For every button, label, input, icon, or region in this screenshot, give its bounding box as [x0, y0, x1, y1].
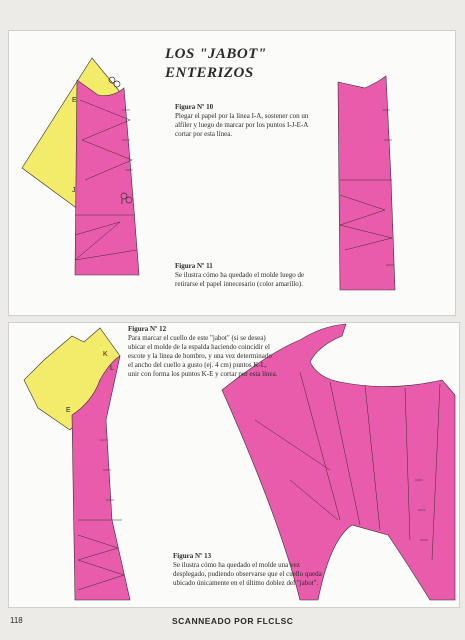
footer-credit: SCANNEADO POR FLCLSC	[172, 616, 294, 626]
caption-figure-10	[175, 103, 325, 139]
figure-11-label: Figura Nº 11	[175, 262, 213, 270]
page-number: 118	[10, 616, 23, 625]
figure-11-drawing	[338, 76, 395, 290]
label-L: L	[110, 365, 114, 372]
figure-10-text: Plegar el papel por la línea I-A, sostener con un alfiler y luego de marcar por los puntos I-J-E-A cortar por esta línea.	[175, 112, 309, 138]
page-title	[165, 45, 267, 83]
title-line-2: ENTERIZOS	[165, 65, 254, 81]
caption-figure-11	[175, 262, 325, 289]
label-E-fig12: E	[66, 407, 71, 414]
fig11-pink-pattern	[338, 76, 395, 290]
caption-figure-13	[173, 552, 323, 588]
figure-10-drawing	[22, 58, 139, 275]
figure-12-text: Para marcar el cuello de este "jabot" (si se desea) ubicar el molde de la espalda haciendo coincidir el escote y la línea de hombro, y una vez determinado el ancho del cuello a gusto (ej. 4 cm) puntos K-L, unir con forma los puntos K-E y cortar por esta línea.	[128, 334, 278, 378]
figure-13-text: Se ilustra cómo ha quedado el molde una vez desplegado, pudiendo observarse que el cuello queda ubicado únicamente en el último doblez del "jabot".	[173, 561, 322, 587]
figure-12-label: Figura Nº 12	[128, 325, 167, 333]
label-E: E	[72, 97, 77, 104]
caption-figure-12	[128, 325, 278, 379]
label-K: K	[103, 351, 108, 358]
label-I: I	[121, 199, 123, 206]
figure-12-drawing	[24, 328, 130, 600]
figure-13-label: Figura Nº 13	[173, 552, 212, 560]
figure-11-text: Se ilustra cómo ha quedado el molde luego de retirarse el papel innecesario (color amarillo).	[175, 271, 305, 288]
fig10-pink-pattern	[75, 80, 139, 275]
title-line-1: LOS "JABOT"	[165, 46, 267, 62]
figure-10-label: Figura Nº 10	[175, 103, 214, 111]
label-J: J	[72, 187, 76, 194]
